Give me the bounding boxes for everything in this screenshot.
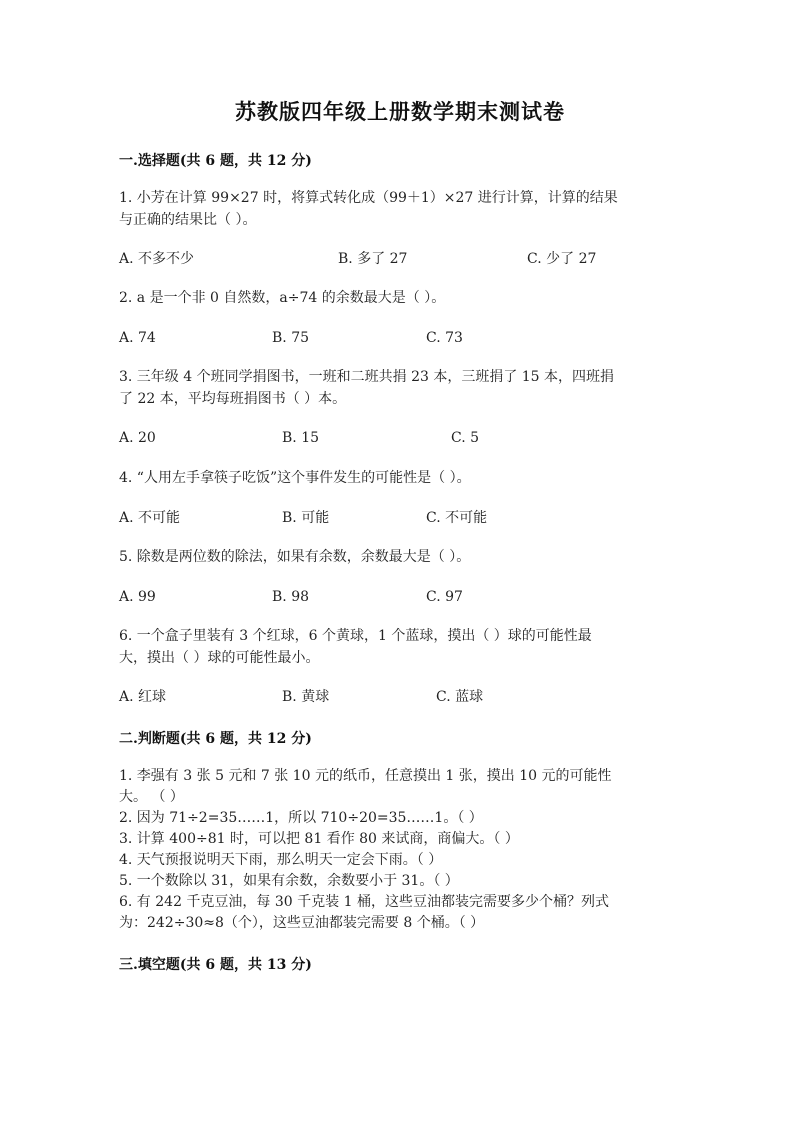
question-text: 2. a 是一个非 0 自然数，a÷74 的余数最大是（ ）。: [119, 290, 446, 306]
judgment-line: 3. 计算 400÷81 时，可以把 81 看作 80 来试商，商偏大。（ ）: [119, 831, 519, 847]
question-text: 与正确的结果比（ ）。: [119, 212, 257, 228]
question-text: 5. 除数是两位数的除法，如果有余数，余数最大是（ ）。: [119, 549, 471, 565]
option-c: C. 蓝球: [436, 689, 484, 705]
judgment-line: 为：242÷30≈8（个），这些豆油都装完需要 8 个桶。（ ）: [119, 915, 485, 931]
option-a: A. 20: [119, 430, 156, 446]
option-b: B. 15: [282, 430, 320, 446]
section-heading-fill: 三.填空题(共 6 题，共 13 分): [119, 957, 312, 973]
option-a: A. 不多不少: [119, 251, 195, 267]
option-b: B. 可能: [282, 510, 330, 526]
page-title: 苏教版四年级上册数学期末测试卷: [235, 99, 565, 124]
option-b: B. 黄球: [282, 689, 330, 705]
option-a: A. 74: [119, 330, 156, 346]
option-a: A. 99: [119, 589, 156, 605]
option-b: B. 多了 27: [338, 251, 408, 267]
option-c: C. 97: [426, 589, 463, 605]
judgment-line: 1. 李强有 3 张 5 元和 7 张 10 元的纸币，任意摸出 1 张，摸出 10 元的可能性: [119, 768, 612, 784]
question-text: 3. 三年级 4 个班同学捐图书，一班和二班共捐 23 本，三班捐了 15 本，四班捐: [119, 369, 615, 385]
section-heading-judgment: 二.判断题(共 6 题，共 12 分): [119, 731, 312, 747]
option-c: C. 73: [426, 330, 463, 346]
question-text: 4. “人用左手拿筷子吃饭”这个事件发生的可能性是（ ）。: [119, 470, 471, 486]
option-b: B. 75: [272, 330, 310, 346]
question-text: 6. 一个盒子里装有 3 个红球，6 个黄球，1 个蓝球，摸出（ ）球的可能性最: [119, 628, 592, 644]
section-heading-choice: 一.选择题(共 6 题，共 12 分): [119, 153, 312, 169]
judgment-line: 大。 （ ）: [119, 789, 184, 805]
question-text: 大，摸出（ ）球的可能性最小。: [119, 650, 320, 666]
option-c: C. 少了 27: [527, 251, 597, 267]
option-c: C. 不可能: [426, 510, 488, 526]
judgment-line: 2. 因为 71÷2=35……1，所以 710÷20=35……1。（ ）: [119, 810, 483, 826]
option-b: B. 98: [272, 589, 310, 605]
option-a: A. 不可能: [119, 510, 181, 526]
question-text: 1. 小芳在计算 99×27 时，将算式转化成（99＋1）×27 进行计算，计算的结果: [119, 190, 618, 206]
judgment-line: 6. 有 242 千克豆油，每 30 千克装 1 桶，这些豆油都装完需要多少个桶？列式: [119, 894, 609, 910]
judgment-line: 5. 一个数除以 31，如果有余数，余数要小于 31。（ ）: [119, 873, 459, 889]
question-text: 了 22 本，平均每班捐图书（ ）本。: [119, 391, 347, 407]
judgment-line: 4. 天气预报说明天下雨，那么明天一定会下雨。（ ）: [119, 852, 443, 868]
option-a: A. 红球: [119, 689, 167, 705]
option-c: C. 5: [451, 430, 480, 446]
